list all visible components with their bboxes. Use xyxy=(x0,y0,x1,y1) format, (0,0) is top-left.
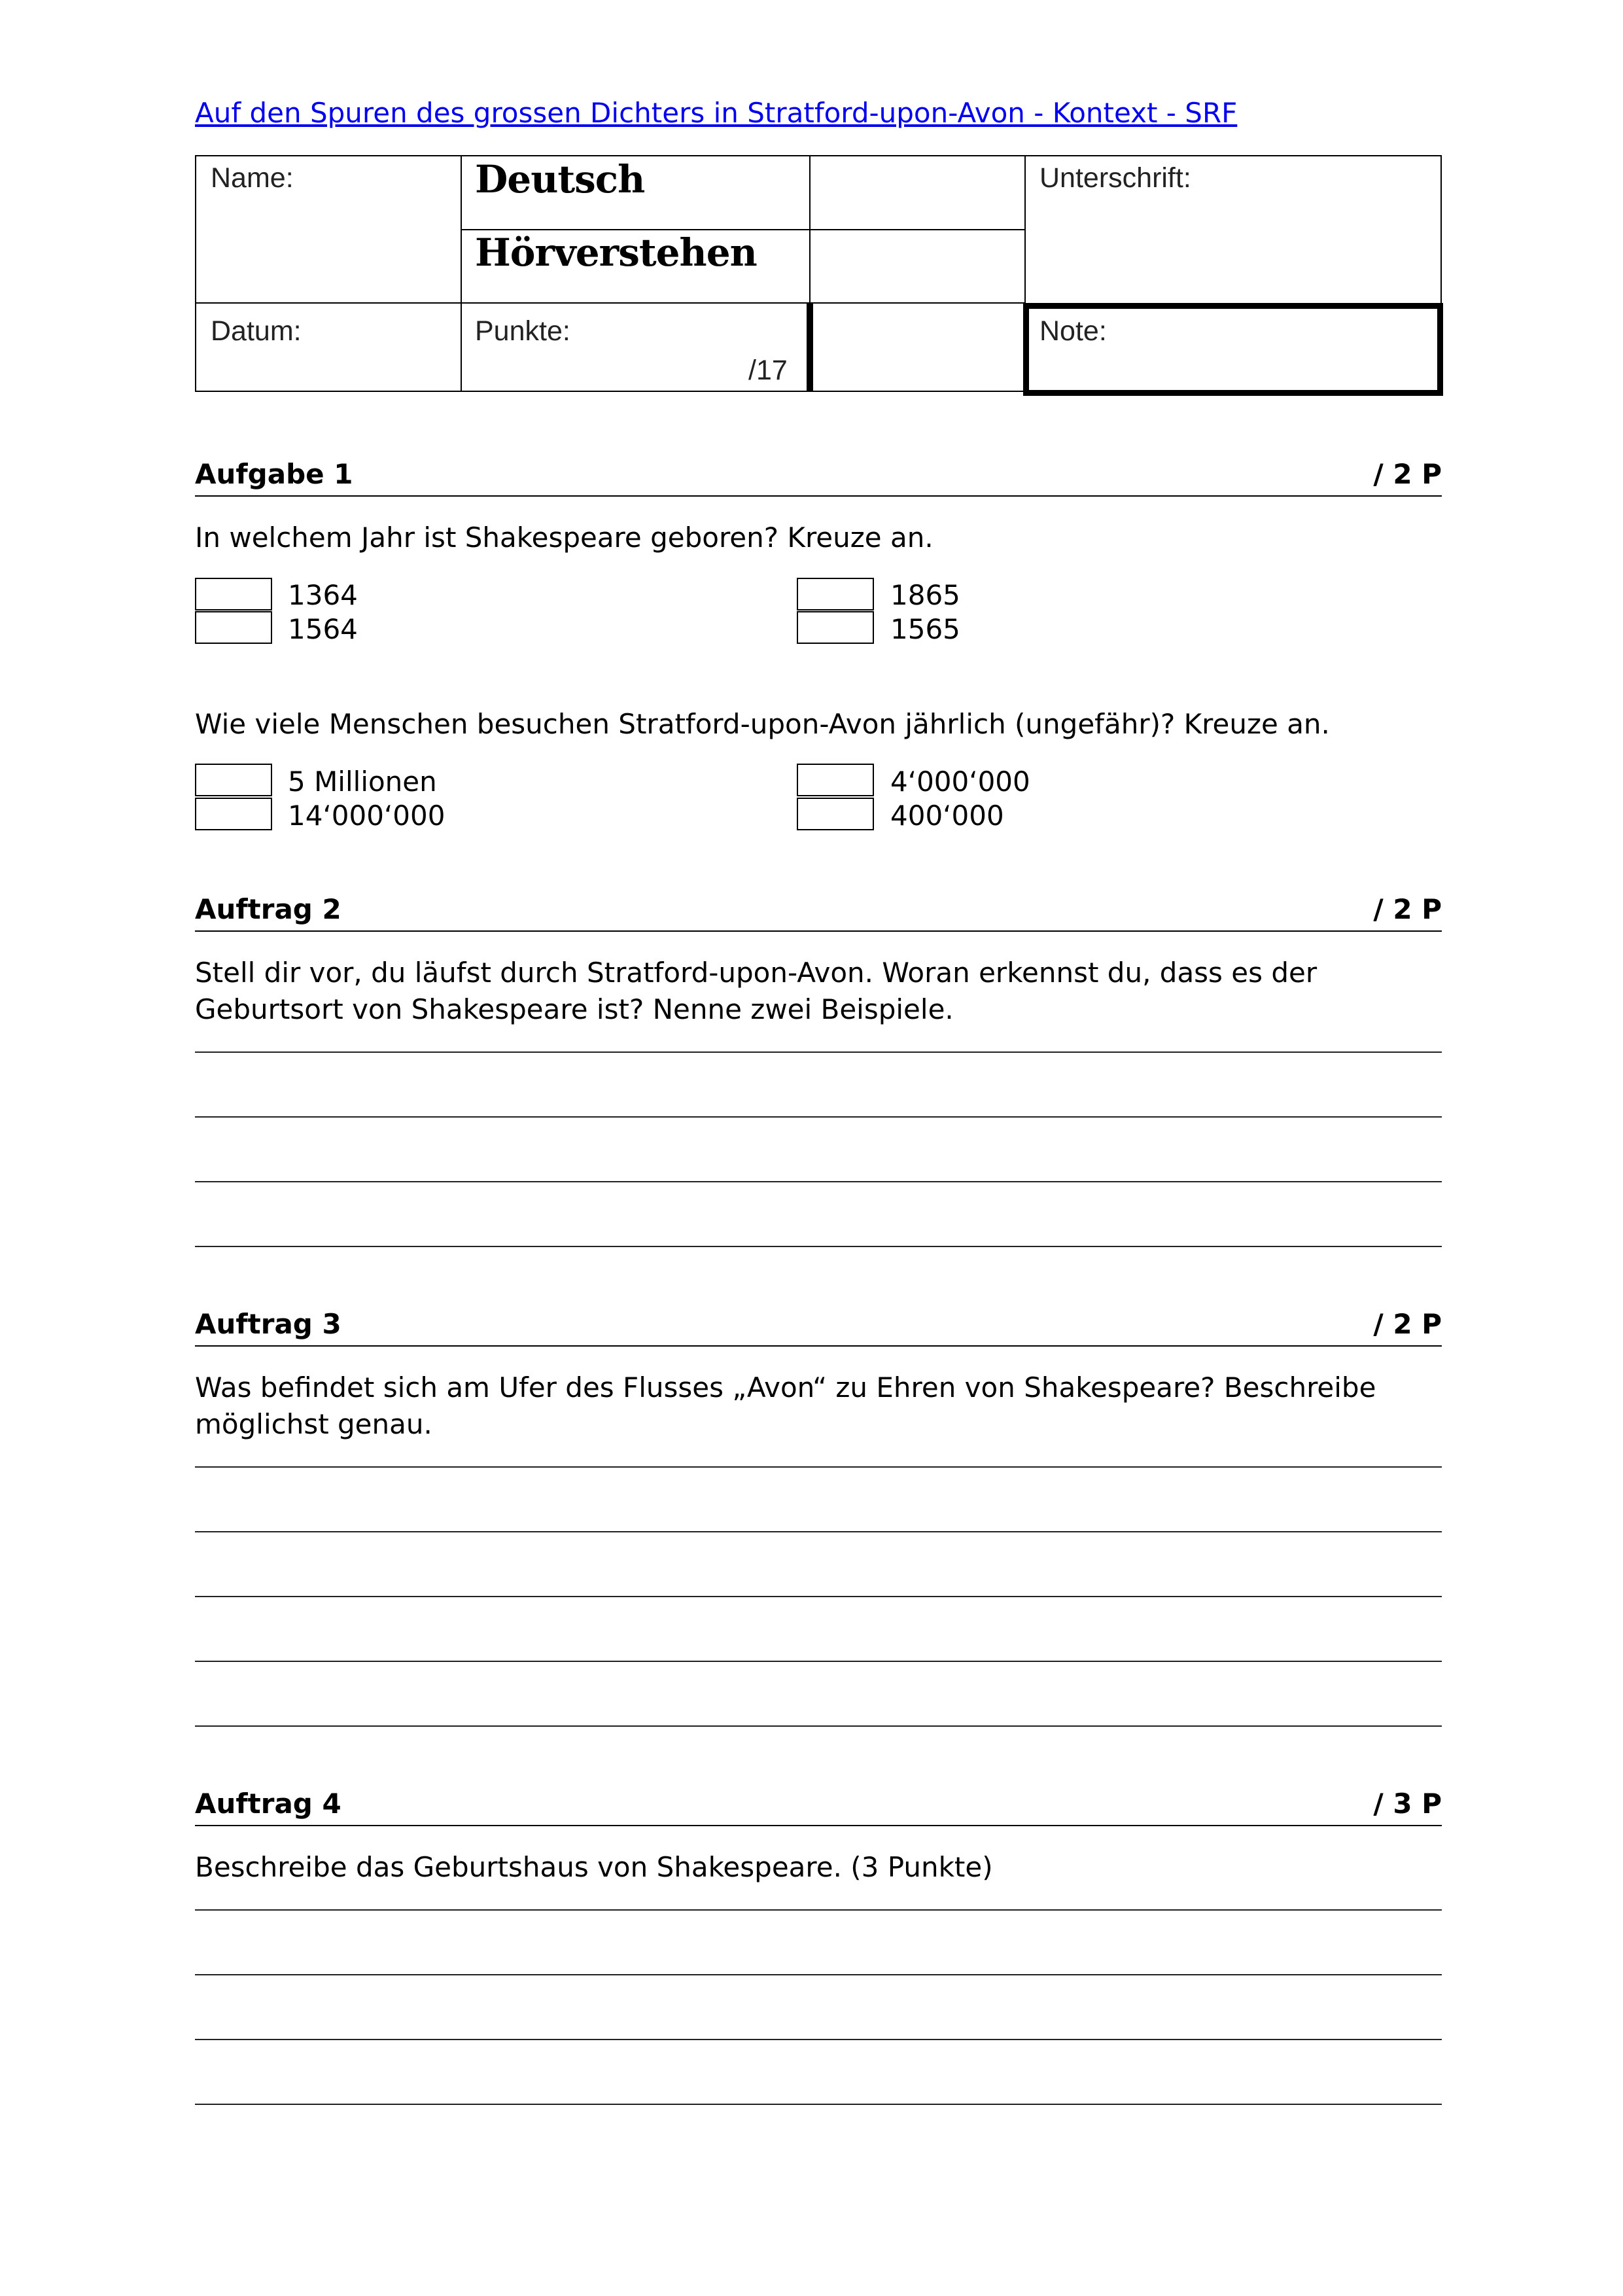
source-link[interactable]: Auf den Spuren des grossen Dichters in Stratford-upon-Avon - Kontext - SRF xyxy=(195,97,1238,129)
answer-line[interactable] xyxy=(195,1974,1442,1975)
answer-line[interactable] xyxy=(195,1909,1442,1911)
task-2-points: / 2 P xyxy=(1373,893,1442,925)
task-4-points: / 3 P xyxy=(1373,1788,1442,1820)
subject-label: Deutsch xyxy=(475,157,645,202)
answer-line[interactable] xyxy=(195,1246,1442,1247)
task-1-points: / 2 P xyxy=(1373,458,1442,490)
answer-line[interactable] xyxy=(195,1661,1442,1662)
task-4-text-line-1: Beschreibe das Geburtshaus von Shakespeare. (3 Punkte) xyxy=(195,1851,993,1883)
task-1-question-1: In welchem Jahr ist Shakespeare geboren? Kreuze an. xyxy=(195,521,934,554)
option-1565: 1565 xyxy=(890,613,960,645)
task-3-points: / 2 P xyxy=(1373,1308,1442,1340)
signature-label: Unterschrift: xyxy=(1039,162,1191,194)
grade-label: Note: xyxy=(1039,315,1107,347)
task-4-title: Auftrag 4 xyxy=(195,1788,341,1820)
task-3-text-line-2: möglichst genau. xyxy=(195,1408,432,1440)
topic-label: Hörverstehen xyxy=(475,230,757,275)
task-2-text-line-2: Geburtsort von Shakespeare ist? Nenne zwei Beispiele. xyxy=(195,993,954,1025)
points-total: /17 xyxy=(748,355,788,386)
option-5-millionen: 5 Millionen xyxy=(288,766,437,798)
option-1564: 1564 xyxy=(288,613,358,645)
date-label: Datum: xyxy=(211,315,302,347)
name-label: Name: xyxy=(211,162,294,194)
checkbox-5-millionen[interactable] xyxy=(195,764,272,796)
answer-line[interactable] xyxy=(195,2039,1442,2040)
option-1865: 1865 xyxy=(890,579,960,611)
checkbox-1565[interactable] xyxy=(797,611,874,644)
checkbox-4000000[interactable] xyxy=(797,764,874,796)
answer-line[interactable] xyxy=(195,1466,1442,1468)
task-3-text-line-1: Was befindet sich am Ufer des Flusses „Avon“ zu Ehren von Shakespeare? Beschreibe xyxy=(195,1371,1376,1404)
option-14000000: 14‘000‘000 xyxy=(288,800,445,832)
task-2-title: Auftrag 2 xyxy=(195,893,341,925)
checkbox-1865[interactable] xyxy=(797,578,874,610)
answer-line[interactable] xyxy=(195,1181,1442,1182)
checkbox-14000000[interactable] xyxy=(195,798,272,830)
answer-line[interactable] xyxy=(195,1116,1442,1118)
checkbox-400000[interactable] xyxy=(797,798,874,830)
answer-line[interactable] xyxy=(195,2104,1442,2105)
task-3-title: Auftrag 3 xyxy=(195,1308,341,1340)
points-label: Punkte: xyxy=(475,315,570,347)
checkbox-1564[interactable] xyxy=(195,611,272,644)
option-1364: 1364 xyxy=(288,579,358,611)
answer-line[interactable] xyxy=(195,1051,1442,1053)
option-4000000: 4‘000‘000 xyxy=(890,766,1030,798)
task-2-text-line-1: Stell dir vor, du läufst durch Stratford-upon-Avon. Woran erkennst du, dass es der xyxy=(195,957,1318,989)
checkbox-1364[interactable] xyxy=(195,578,272,610)
answer-line[interactable] xyxy=(195,1596,1442,1597)
answer-line[interactable] xyxy=(195,1531,1442,1532)
task-1-question-2: Wie viele Menschen besuchen Stratford-upon-Avon jährlich (ungefähr)? Kreuze an. xyxy=(195,708,1330,740)
option-400000: 400‘000 xyxy=(890,800,1004,832)
task-1-title: Aufgabe 1 xyxy=(195,458,353,490)
answer-line[interactable] xyxy=(195,1725,1442,1727)
